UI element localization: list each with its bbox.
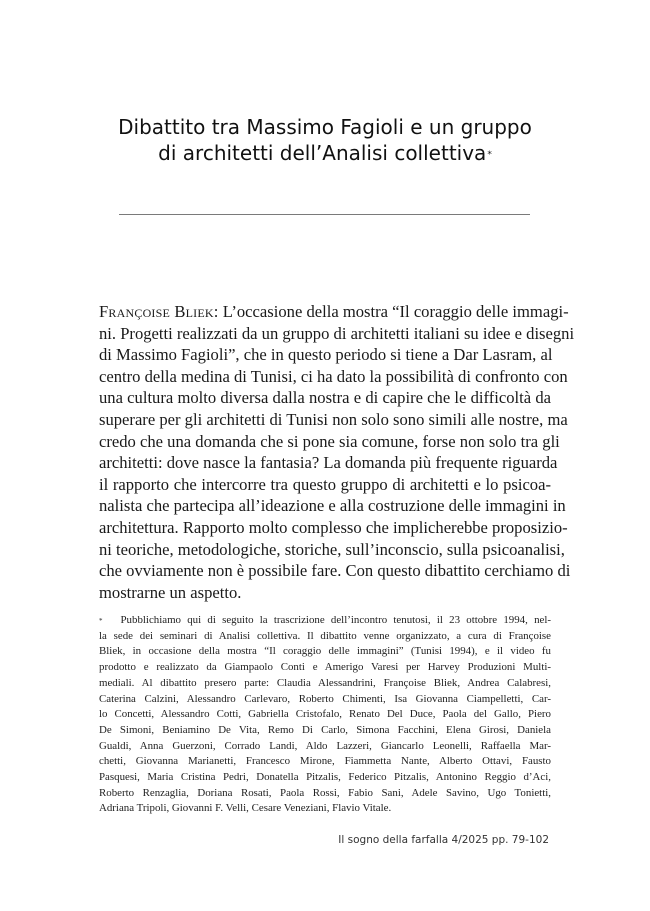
footnote-line-4: prodotto e realizzato da Giampaolo Conti e Amerigo Varesi per Harvey Produzioni Multi-: [99, 661, 551, 674]
footnote-line-9: Gualdi, Anna Guerzoni, Corrado Landi, Aldo Lazzeri, Giancarlo Leonelli, Raffaella Mar-: [99, 739, 551, 752]
title-divider: [119, 214, 530, 215]
footnote-marker: *: [99, 617, 103, 625]
title-footnote-marker[interactable]: *: [487, 150, 492, 160]
body-line-1-text: L’occasione della mostra “Il coraggio delle immagi-: [222, 302, 569, 321]
body-line-8: architetti: dove nasce la fantasia? La domanda più frequente riguarda: [99, 453, 558, 473]
body-line-6: superare per gli architetti di Tunisi non solo sono simili alle nostre, ma: [99, 409, 568, 429]
body-line-7: credo che una domanda che si pone sia comune, forse non solo tra gli: [99, 431, 560, 451]
footnote-line-11: Pasquesi, Maria Cristina Pedri, Donatella Pitzalis, Federico Pitzalis, Antonino Reggio d’Aci,: [99, 771, 551, 784]
footnote-line-7: lo Concetti, Alessandro Cotti, Gabriella Cristofalo, Renato Del Duce, Paola del Gallo, Piero: [99, 708, 551, 721]
body-line-10: nalista che partecipa all’ideazione e alla costruzione delle immagini in: [99, 496, 566, 516]
footnote: [99, 613, 551, 817]
footnote-line-1-text: Pubblichiamo qui di seguito la trascrizione dell’incontro tenutosi, il 23 ottobre 1994, nel-: [120, 614, 551, 626]
body-line-5: una cultura molto diversa dalla nostra e di capire che le difficoltà da: [99, 388, 551, 408]
body-line-11: architettura. Rapporto molto complesso che implicherebbe proposizio-: [99, 517, 568, 537]
journal-citation: Il sogno della farfalla 4/2025 pp. 79-102: [338, 834, 549, 846]
footnote-line-5: mediali. Al dibattito presero parte: Claudia Alessandrini, Françoise Bliek, Andrea Calabresi,: [99, 676, 551, 689]
footnote-line-12: Roberto Renzaglia, Doriana Rosati, Paola Rossi, Fabio Sani, Adele Savino, Ugo Tonietti,: [99, 786, 551, 799]
article-title-line-2-text: di architetti dell’Analisi collettiva: [158, 141, 487, 165]
footnote-line-13: Adriana Tripoli, Giovanni F. Velli, Cesare Veneziani, Flavio Vitale.: [99, 802, 392, 815]
body-line-14: mostrarne un aspetto.: [99, 582, 242, 602]
body-line-1: [99, 301, 569, 323]
footnote-line-3: Bliek, in occasione della mostra “Il coraggio delle immagini” (Tunisi 1994), e il video fu: [99, 645, 551, 658]
body-line-4: centro della medina di Tunisi, ci ha dato la possibilità di confronto con: [99, 366, 568, 386]
body-line-3: di Massimo Fagioli”, che in questo periodo si tiene a Dar Lasram, al: [99, 345, 553, 365]
footnote-line-1: [99, 613, 551, 629]
footnote-line-2: la sede dei seminari di Analisi collettiva. Il dibattito venne organizzato, a cura di Françoise: [99, 629, 551, 642]
body-paragraph: [99, 301, 575, 603]
body-line-9: il rapporto che intercorre tra questo gruppo di architetti e lo psicoa-: [99, 474, 551, 494]
footnote-line-6: Caterina Calzini, Alessandro Carlevaro, Roberto Chimenti, Isa Giovanna Ciampelletti, Car-: [99, 692, 551, 705]
article-title: [100, 114, 550, 166]
footnote-line-8: De Simoni, Beniamino De Vita, Remo Di Carlo, Simona Facchini, Elena Girosi, Daniela: [99, 723, 551, 736]
article-title-line-2: [100, 140, 550, 166]
body-line-13: che ovviamente non è possibile fare. Con questo dibattito cerchiamo di: [99, 561, 571, 581]
footnote-line-10: chetti, Giovanna Marianetti, Francesco Mirone, Fiammetta Nante, Alberto Ottavi, Fausto: [99, 755, 551, 768]
speaker-name: Françoise Bliek:: [99, 302, 219, 321]
body-line-2: ni. Progetti realizzati da un gruppo di architetti italiani su idee e disegni: [99, 323, 575, 343]
body-line-12: ni teoriche, metodologiche, storiche, sull’inconscio, sulla psicoanalisi,: [99, 539, 565, 559]
article-title-line-1: Dibattito tra Massimo Fagioli e un gruppo: [118, 115, 532, 139]
